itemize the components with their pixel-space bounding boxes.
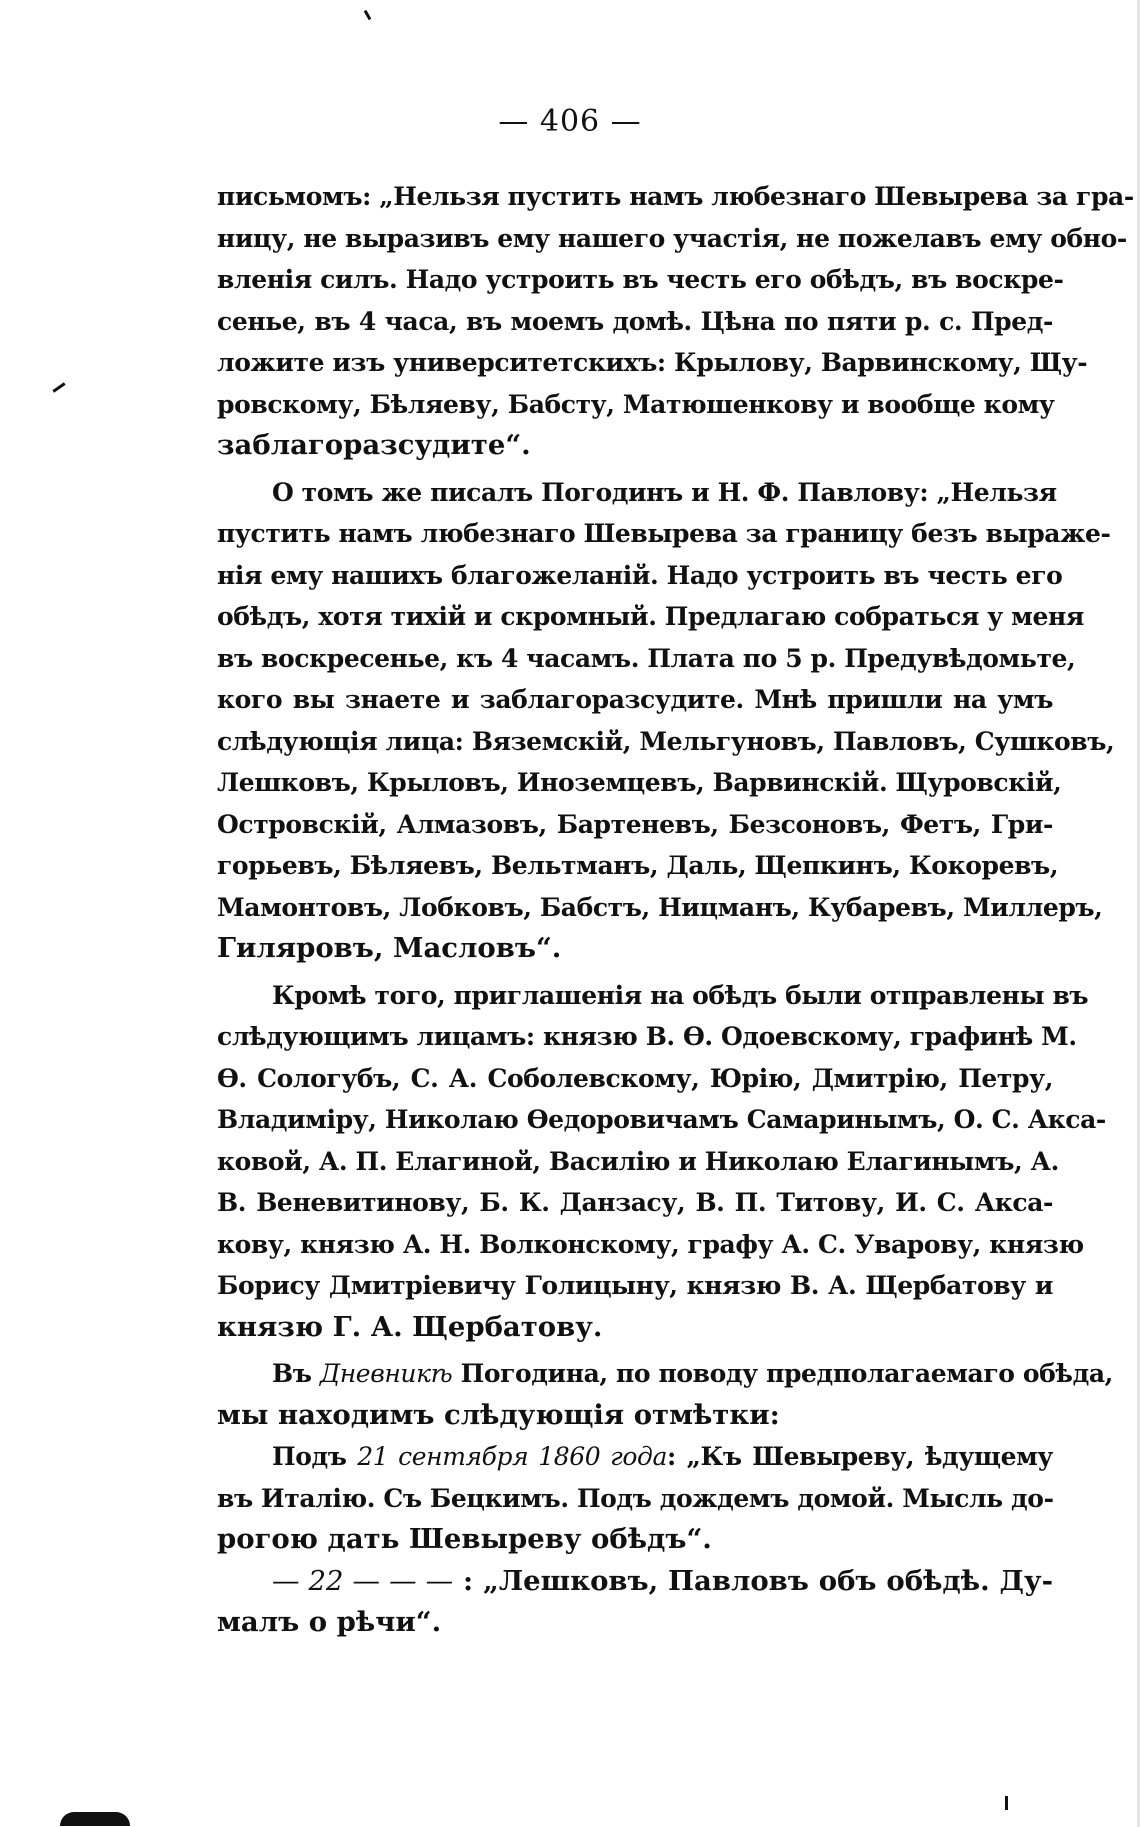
text-line: кову, князю А. Н. Волконскому, графу А. С. Уварову, князю (217, 1229, 1084, 1259)
text-line: вленія силъ. Надо устроить въ честь его обѣдъ, въ воскре- (217, 265, 1064, 294)
text-line: въ воскресенье, къ 4 часамъ. Плата по 5 р. Предувѣдомьте, (217, 643, 1076, 673)
page-number: — 406 — (498, 104, 642, 139)
text-line (217, 1436, 1053, 1478)
text-line: сенье, въ 4 часа, въ моемъ домѣ. Цѣна по пяти р. с. Пред- (217, 306, 1053, 336)
text-line: горьевъ, Бѣляевъ, Вельтманъ, Даль, Щепкинъ, Кокоревъ, (217, 851, 1059, 880)
text-run: Подъ (272, 1442, 358, 1471)
italic-date: 21 сентября 1860 года (357, 1442, 667, 1471)
text-line: нія ему нашихъ благожеланій. Надо устроить въ честь его (217, 560, 1063, 590)
scan-speck-left (52, 382, 65, 392)
text-line: ровскому, Бѣляеву, Бабсту, Матюшенкову и вообще кому (217, 389, 1055, 419)
scan-blot-bottom-left (60, 1812, 130, 1826)
text-line: слѣдующимъ лицамъ: князю В. Ѳ. Одоевскому, графинѣ М. (217, 1022, 1077, 1051)
text-line: кого вы знаете и заблагоразсудите. Мнѣ пришли на умъ (217, 685, 1053, 714)
text-line: ложите изъ университетскихъ: Крылову, Варвинскому, Щу- (217, 348, 1088, 377)
italic-date: — 22 — — — (272, 1564, 454, 1597)
text-line: заблагоразсудите“. (217, 429, 531, 461)
text-line: Ѳ. Сологубъ, С. А. Соболевскому, Юрію, Дмитрію, Петру, (217, 1063, 1053, 1093)
text-run: : „Лешковъ, Павловъ объ обѣдѣ. Ду- (453, 1564, 1053, 1597)
paragraph-3 (217, 975, 1106, 1349)
text-line: ницу, не выразивъ ему нашего участія, не пожелавъ ему обно- (217, 223, 1127, 253)
text-line: Владиміру, Николаю Ѳедоровичамъ Самаринымъ, О. С. Акса- (217, 1105, 1106, 1134)
text-line (217, 1561, 1053, 1603)
text-line (217, 1353, 1113, 1395)
paragraph-6 (217, 1561, 1053, 1644)
text-run: Погодина, по поводу предполагаемаго обѣда, (452, 1359, 1113, 1388)
paragraph-2 (217, 472, 1115, 970)
paragraph-5 (217, 1436, 1053, 1561)
page-text (217, 176, 1134, 1644)
text-run: Въ (272, 1359, 320, 1388)
text-line: Островскій, Алмазовъ, Бартеневъ, Безсоновъ, Фетъ, Гри- (217, 809, 1053, 839)
text-line: пустить намъ любезнаго Шевырева за границу безъ выраже- (217, 519, 1111, 548)
text-line: Гиляровъ, Масловъ“. (217, 932, 562, 964)
text-line: О томъ же писалъ Погодинъ и Н. Ф. Павлову: „Нельзя (272, 477, 1057, 507)
paragraph-1 (217, 176, 1134, 467)
text-line: ковой, А. П. Елагиной, Василію и Николаю Елагинымъ, А. (217, 1146, 1059, 1176)
italic-title: Дневникѣ (319, 1359, 453, 1388)
text-line: Мамонтовъ, Лобковъ, Бабстъ, Ницманъ, Кубаревъ, Миллеръ, (217, 892, 1103, 922)
text-line: Лешковъ, Крыловъ, Иноземцевъ, Варвинскій. Щуровскій, (217, 768, 1062, 797)
text-run: : „Къ Шевыреву, ѣдущему (667, 1442, 1053, 1471)
text-line: мы находимъ слѣдующія отмѣтки: (217, 1398, 780, 1431)
text-line: слѣдующія лица: Вяземскій, Мельгуновъ, Павловъ, Сушковъ, (217, 726, 1115, 756)
text-line: Кромѣ того, приглашенія на обѣдъ были отправлены въ (272, 980, 1089, 1010)
text-line: обѣдъ, хотя тихій и скромный. Предлагаю собраться у меня (217, 602, 1084, 631)
paragraph-4 (217, 1353, 1113, 1436)
text-line: князю Г. А. Щербатову. (217, 1310, 603, 1343)
text-line: въ Италію. Съ Бецкимъ. Подъ дождемъ домой. Мысль до- (217, 1483, 1054, 1513)
text-line: рогою дать Шевыреву обѣдъ“. (217, 1523, 712, 1555)
scan-speck-top (364, 10, 372, 20)
text-line: малъ о рѣчи“. (217, 1606, 442, 1638)
text-line: В. Веневитинову, Б. К. Данзасу, В. П. Титову, И. С. Акса- (217, 1188, 1053, 1217)
scan-speck-bottom-right (1005, 1796, 1008, 1810)
text-line: Борису Дмитріевичу Голицыну, князю В. А. Щербатову и (217, 1271, 1053, 1300)
text-line: письмомъ: „Нельзя пустить намъ любезнаго Шевырева за гра- (217, 182, 1134, 211)
